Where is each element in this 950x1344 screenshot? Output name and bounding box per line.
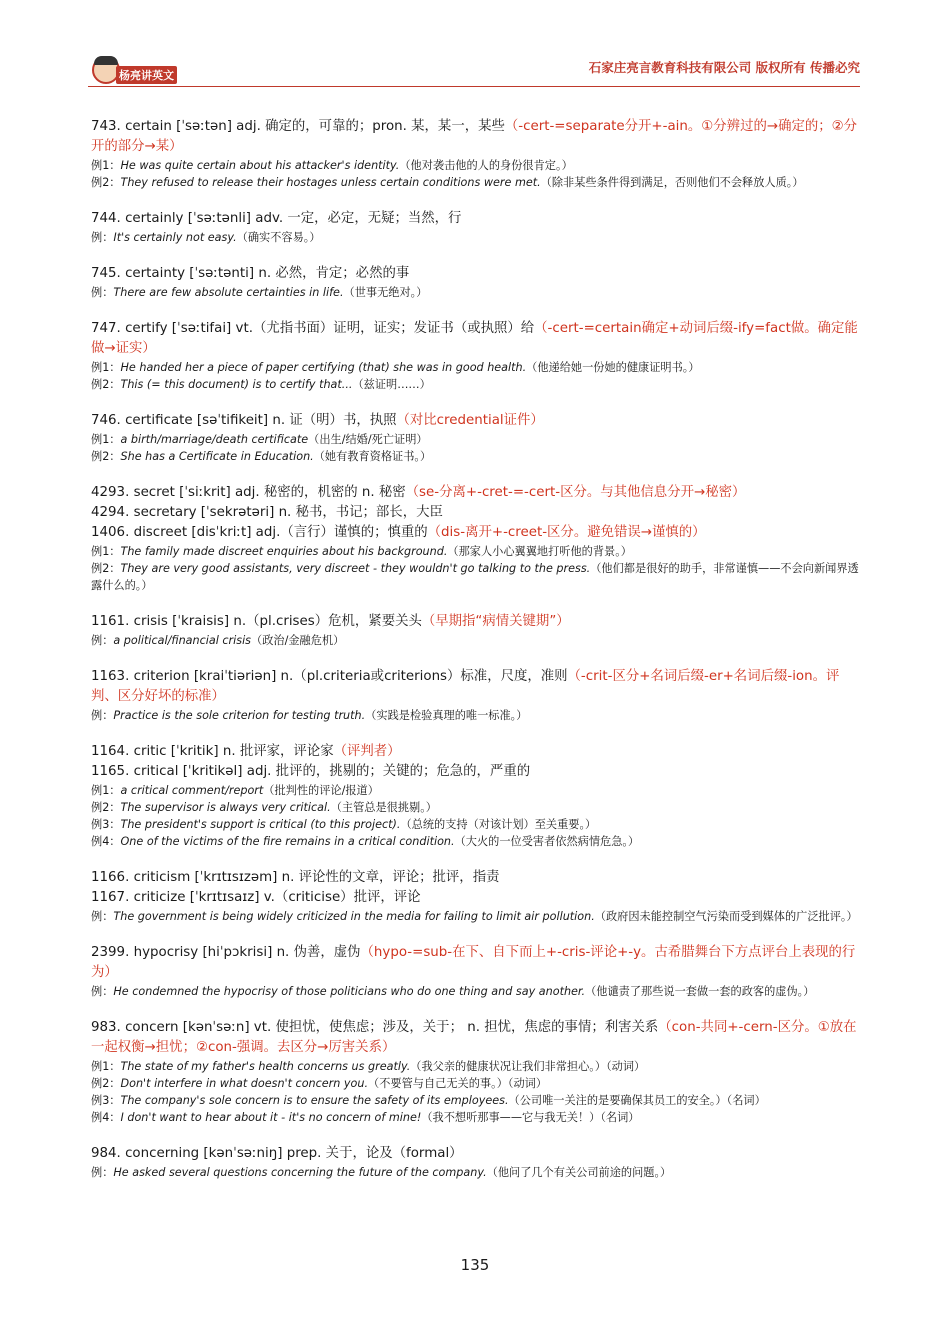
word-headline [91,1018,861,1058]
vocab-entry [91,264,861,301]
example-label: 例： [91,1166,114,1179]
word-headline [91,667,861,707]
example-sentence [91,707,861,724]
example-sentence [91,632,861,649]
example-label: 例1： [91,361,121,374]
word-definition: 743. certain [ˈsəːtən] adj. 确定的，可靠的；pron. 某，某一，某些 [91,119,505,134]
example-sentence [91,782,861,799]
vocab-entry [91,612,861,649]
example-en: The president's support is critical (to this project). [120,818,401,831]
example-zh: （他谴责了那些说一套做一套的政客的虚伪。） [585,985,815,998]
example-label: 例1： [91,784,121,797]
example-label: 例1： [91,433,121,446]
vocab-entry [91,742,861,850]
etymology-note: （-cert-=separate分开+-ain。①分辨过的→确定的；②分开的部分→某） [91,119,858,154]
etymology-note: （con-共同+-cern-区分。①放在一起权衡→担忧；②con-强调。去区分→厉害关系） [91,1020,857,1055]
word-definition: 984. concerning [kənˈsəːniŋ] prep. 关于，论及（formal） [91,1146,463,1161]
word-definition: 1406. discreet [disˈkriːt] adj.（言行）谨慎的；慎重的 [91,525,428,540]
logo [88,52,188,84]
word-headline [91,117,861,157]
word-definition: 2399. hypocrisy [hiˈpɔkrisi] n. 伪善，虚伪 [91,945,361,960]
example-zh: （那家人小心翼翼地打听他的背景。） [447,545,632,558]
word-headline [91,762,861,782]
example-label: 例： [91,286,114,299]
example-sentence [91,816,861,833]
example-en: a birth/marriage/death certificate [120,433,309,446]
word-definition: 1161. crisis [ˈkraisis] n.（pl.crises）危机，紧要关头 [91,614,422,629]
example-sentence [91,174,861,191]
example-en: a political/financial crisis [113,634,252,647]
word-definition: 1164. critic [ˈkritik] n. 批评家，评论家 [91,744,334,759]
example-zh: （出生/结婚/死亡证明） [308,433,428,446]
word-headline [91,1144,861,1164]
word-headline [91,319,861,359]
example-label: 例： [91,709,114,722]
example-sentence [91,229,861,246]
word-headline [91,888,861,908]
example-label: 例2： [91,1077,121,1090]
example-en: She has a Certificate in Education. [120,450,314,463]
example-zh: （我不想听那事——它与我无关！）（名词） [421,1111,640,1124]
example-zh: （不要管与自己无关的事。）（动词） [368,1077,548,1090]
example-zh: （实践是检验真理的唯一标准。） [365,709,528,722]
vocab-entry [91,411,861,465]
example-label: 例2： [91,378,121,391]
word-headline [91,742,861,762]
example-sentence [91,1058,861,1075]
etymology-note: （-cert-=certain确定+动词后缀-ify=fact做。确定能做→证实） [91,321,858,356]
example-sentence [91,543,861,560]
word-headline [91,483,861,503]
page-header [88,52,860,87]
example-label: 例4： [91,1111,121,1124]
example-label: 例2： [91,176,121,189]
example-en: Don't interfere in what doesn't concern you. [120,1077,369,1090]
example-zh: （大火的一位受害者依然病情危急。） [454,835,640,848]
example-label: 例3： [91,1094,121,1107]
example-en: This (= this document) is to certify that... [120,378,353,391]
example-zh: （他递给她一份她的健康证明书。） [526,361,700,374]
word-definition: 1167. criticize [ˈkrɪtɪsaɪz] v.（criticise）批评，评论 [91,890,421,905]
etymology-note: （评判者） [333,744,401,759]
example-en: It's certainly not easy. [113,231,237,244]
example-label: 例2： [91,801,121,814]
etymology-note: （对比credential证件） [396,413,544,428]
etymology-note: （hypo-=sub-在下、自下而上+-cris-评论+-y。古希腊舞台下方点评台上表现的行为） [91,945,856,980]
example-en: They are very good assistants, very discreet - they wouldn't go talking to the press. [120,562,591,575]
word-definition: 1166. criticism [ˈkrɪtɪsɪzəm] n. 评论性的文章，评论；批评，指责 [91,870,500,885]
example-sentence [91,983,861,1000]
example-label: 例： [91,231,114,244]
word-headline [91,523,861,543]
example-sentence [91,359,861,376]
word-definition: 983. concern [kənˈsəːn] vt. 使担忧，使焦虑；涉及，关于； n. 担忧，焦虑的事情；利害关系 [91,1020,659,1035]
vocab-entry [91,209,861,246]
example-label: 例： [91,985,114,998]
etymology-note: （se-分离+-cret-=-cert-区分。与其他信息分开→秘密） [405,485,746,500]
example-zh: （世事无绝对。） [343,286,428,299]
example-zh: （总统的支持（对该计划）至关重要。） [400,818,597,831]
example-label: 例4： [91,835,121,848]
word-definition: 744. certainly [ˈsəːtənli] adv. 一定，必定，无疑；当然，行 [91,211,462,226]
vocab-entry [91,483,861,594]
copyright-notice: 石家庄亮言教育科技有限公司 版权所有 传播必究 [588,60,860,75]
example-label: 例： [91,634,114,647]
example-sentence [91,157,861,174]
example-en: The supervisor is always very critical. [120,801,331,814]
example-sentence [91,1092,861,1109]
vocab-entry [91,943,861,1000]
word-headline [91,868,861,888]
example-en: The government is being widely criticized in the media for failing to limit air pollution. [113,910,595,923]
example-en: Practice is the sole criterion for testing truth. [113,709,366,722]
etymology-note: （-crit-区分+名词后缀-er+名词后缀-ion。评判、区分好坏的标准） [91,669,840,704]
vocabulary-list [91,117,861,1199]
example-zh: （他们都是很好的助手，非常谨慎——不会向新闻界透露什么的。） [91,562,859,592]
example-sentence [91,448,861,465]
word-headline [91,411,861,431]
word-definition: 745. certainty [ˈsəːtənti] n. 必然，肯定；必然的事 [91,266,410,281]
word-definition: 1165. critical [ˈkritikəl] adj. 批评的，挑剔的；关键的；危急的，严重的 [91,764,531,779]
example-en: They refused to release their hostages unless certain conditions were met. [120,176,541,189]
word-headline [91,503,861,523]
vocab-entry [91,1018,861,1126]
vocab-entry [91,117,861,191]
example-zh: （他对袭击他的人的身份很肯定。） [399,159,573,172]
etymology-note: （早期指“病情关键期”） [421,614,570,629]
vocab-entry [91,667,861,724]
example-zh: （政治/金融危机） [251,634,345,647]
vocab-entry [91,1144,861,1181]
example-zh: （兹证明……） [352,378,431,391]
example-en: One of the victims of the fire remains in a critical condition. [120,835,455,848]
example-sentence [91,1075,861,1092]
example-en: The family made discreet enquiries about his background. [120,545,448,558]
example-label: 例1： [91,159,121,172]
word-headline [91,612,861,632]
example-en: The state of my father's health concerns us greatly. [120,1060,411,1073]
word-definition: 746. certificate [səˈtifikeit] n. 证（明）书，执照 [91,413,397,428]
example-zh: （除非某些条件得到满足，否则他们不会释放人质。） [540,176,804,189]
example-label: 例3： [91,818,121,831]
example-en: I don't want to hear about it - it's no concern of mine! [120,1111,422,1124]
example-zh: （我父亲的健康状况让我们非常担心。）（动词） [410,1060,646,1073]
vocab-entry [91,868,861,925]
word-headline [91,264,861,284]
example-zh: （公司唯一关注的是要确保其员工的安全。）（名词） [508,1094,766,1107]
example-zh: （他问了几个有关公司前途的问题。） [486,1166,672,1179]
example-en: He handed her a piece of paper certifying (that) she was in good health. [120,361,527,374]
example-en: He asked several questions concerning the future of the company. [113,1166,487,1179]
example-en: a critical comment/report [120,784,264,797]
example-label: 例2： [91,562,121,575]
example-sentence [91,799,861,816]
word-headline [91,209,861,229]
example-sentence [91,376,861,393]
example-sentence [91,284,861,301]
example-label: 例： [91,910,114,923]
example-label: 例1： [91,545,121,558]
word-definition: 1163. criterion [kraiˈtiəriən] n.（pl.criteria或criterions）标准，尺度，准则 [91,669,568,684]
word-definition: 4293. secret [ˈsiːkrit] adj. 秘密的，机密的 n. 秘密 [91,485,406,500]
example-zh: （政府因未能控制空气污染而受到媒体的广泛批评。） [594,910,858,923]
example-sentence [91,908,861,925]
page-number: 135 [460,1256,490,1274]
example-zh: （批判性的评论/报道） [263,784,379,797]
example-sentence [91,560,861,594]
word-headline [91,943,861,983]
example-en: The company's sole concern is to ensure the safety of its employees. [120,1094,509,1107]
logo-text: 杨亮讲英文 [116,66,177,84]
word-definition: 4294. secretary [ˈsekrətəri] n. 秘书，书记；部长，大臣 [91,505,443,520]
example-sentence [91,1164,861,1181]
etymology-note: （dis-离开+-creet-区分。避免错误→谨慎的） [427,525,706,540]
example-en: There are few absolute certainties in life. [113,286,344,299]
example-label: 例1： [91,1060,121,1073]
example-sentence [91,431,861,448]
example-label: 例2： [91,450,121,463]
example-sentence [91,833,861,850]
word-definition: 747. certify [ˈsəːtifai] vt.（尤指书面）证明，证实；发证书（或执照）给 [91,321,535,336]
example-en: He condemned the hypocrisy of those politicians who do one thing and say another. [113,985,586,998]
example-zh: （确实不容易。） [236,231,321,244]
vocab-entry [91,319,861,393]
example-zh: （她有教育资格证书。） [313,450,432,463]
example-zh: （主管总是很挑剔。） [330,801,437,814]
example-en: He was quite certain about his attacker's identity. [120,159,400,172]
example-sentence [91,1109,861,1126]
